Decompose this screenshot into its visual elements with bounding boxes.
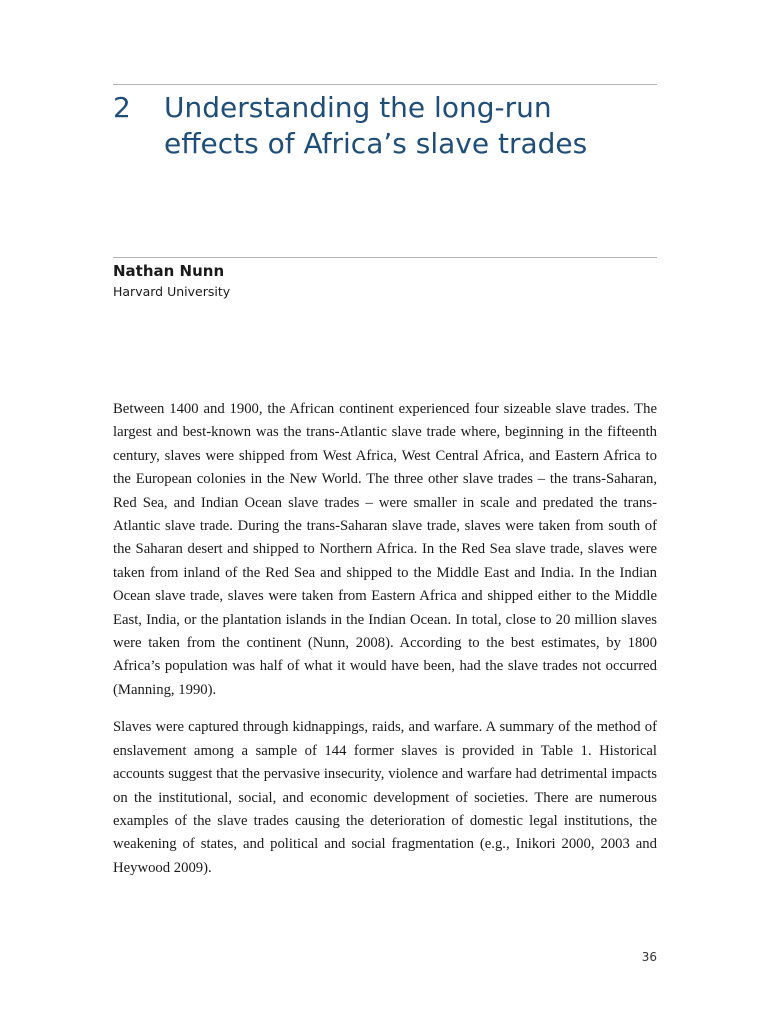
chapter-number: 2 — [113, 91, 131, 124]
body-text — [113, 398, 657, 894]
page-number: 36 — [641, 950, 657, 964]
author-name: Nathan Nunn — [113, 262, 225, 280]
chapter-title: Understanding the long-run effects of Africa’s slave trades — [164, 91, 588, 160]
paragraph: Slaves were captured through kidnappings, raids, and warfare. A summary of the method of enslavement among a sample of 144 former slaves is provided in Table 1. Historical accounts suggest that the pervasive insecurity, violence and warfare had detrimental impacts on the institutional, social, and economic development of societies. There are numerous examples of the slave trades causing the deterioration of domestic legal institutions, the weakening of states, and political and social fragmentation (e.g., Inikori 2000, 2003 and Heywood 2009). — [113, 719, 657, 876]
top-rule — [113, 84, 657, 85]
author-affiliation: Harvard University — [113, 284, 231, 299]
author-rule — [113, 257, 657, 258]
paragraph: Between 1400 and 1900, the African continent experienced four sizeable slave trades. The largest and best-known was the trans-Atlantic slave trade where, beginning in the fifteenth century, slaves were shipped from West Africa, West Central Africa, and Eastern Africa to the European colonies in the New World. The three other slave trades – the trans-Saharan, Red Sea, and Indian Ocean slave trades – were smaller in scale and predated the trans-Atlantic slave trade. During the trans-Saharan slave trade, slaves were taken from south of the Saharan desert and shipped to Northern Africa. In the Red Sea slave trade, slaves were taken from inland of the Red Sea and shipped to the Middle East and India. In the Indian Ocean slave trade, slaves were taken from Eastern Africa and shipped either to the Middle East, India, or the plantation islands in the Indian Ocean. In total, close to 20 million slaves were taken from the continent (Nunn, 2008). According to the best estimates, by 1800 Africa’s population was half of what it would have been, had the slave trades not occurred (Manning, 1990). — [113, 401, 657, 698]
